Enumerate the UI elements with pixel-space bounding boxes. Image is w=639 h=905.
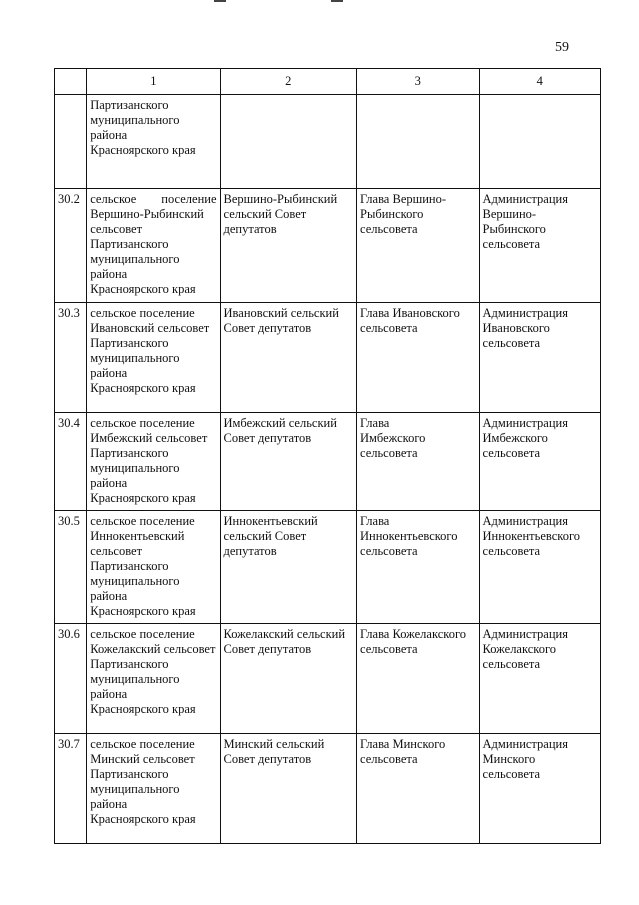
head-text: Глава Вершино-Рыбинского сельсовета [360, 192, 447, 236]
administration-cell [479, 734, 600, 844]
council-cell [220, 511, 357, 624]
council-cell [220, 624, 357, 734]
header-cell-1: 1 [87, 69, 220, 95]
administration-cell [479, 95, 600, 189]
administration-cell [479, 511, 600, 624]
administration-text: Администрация Минского сельсовета [482, 737, 568, 781]
municipality-text: сельское поселение Вершино-Рыбинский сельсовет Партизанского муниципального района Красноярского края [90, 192, 217, 296]
header-cell-num [55, 69, 87, 95]
administration-cell [479, 303, 600, 413]
council-text: Иннокентьевский сельский Совет депутатов [223, 514, 318, 558]
council-text: Имбежский сельский Совет депутатов [223, 416, 337, 445]
administration-cell [479, 189, 600, 303]
administration-text: Администрация Кожелакского сельсовета [482, 627, 568, 671]
head-text: Глава Минского сельсовета [360, 737, 446, 766]
council-text: Вершино-Рыбинский сельский Совет депутатов [223, 192, 338, 236]
council-cell [220, 189, 357, 303]
council-text: Минский сельский Совет депутатов [223, 737, 325, 766]
table-row [55, 734, 601, 844]
head-cell [357, 303, 480, 413]
council-cell [220, 95, 357, 189]
council-cell [220, 413, 357, 511]
municipality-cell [87, 511, 220, 624]
municipality-text: Партизанского муниципального района Красноярского края [90, 98, 196, 157]
head-cell [357, 95, 480, 189]
municipalities-table [54, 68, 601, 844]
table-row [55, 511, 601, 624]
municipality-cell [87, 189, 220, 303]
header-cell-4: 4 [479, 69, 600, 95]
table-row [55, 303, 601, 413]
header-cell-3: 3 [357, 69, 480, 95]
table-row-continuation [55, 95, 601, 189]
municipality-cell [87, 95, 220, 189]
table-row [55, 413, 601, 511]
row-number-cell: 30.4 [55, 413, 87, 511]
head-cell [357, 413, 480, 511]
top-edge-mark [214, 0, 226, 2]
row-number-cell: 30.3 [55, 303, 87, 413]
table-row [55, 624, 601, 734]
municipality-cell [87, 413, 220, 511]
table-row [55, 189, 601, 303]
head-text: Глава Иннокентьевского сельсовета [360, 514, 458, 558]
municipality-text: сельское поселение Кожелакский сельсовет Партизанского муниципального района Красноярского края [90, 627, 216, 716]
table-header-row [55, 69, 601, 95]
municipality-cell [87, 734, 220, 844]
council-cell [220, 734, 357, 844]
page-number: 59 [555, 40, 569, 55]
row-number-cell: 30.6 [55, 624, 87, 734]
municipality-text: сельское поселение Имбежский сельсовет Партизанского муниципального района Красноярского края [90, 416, 208, 505]
head-text: Глава Имбежского сельсовета [360, 416, 426, 460]
head-cell [357, 511, 480, 624]
administration-text: Администрация Имбежского сельсовета [482, 416, 568, 460]
top-edge-mark [331, 0, 343, 2]
head-cell [357, 624, 480, 734]
municipality-cell [87, 624, 220, 734]
municipality-text: сельское поселение Ивановский сельсовет Партизанского муниципального района Красноярского края [90, 306, 210, 395]
administration-text: Администрация Ивановского сельсовета [482, 306, 568, 350]
administration-text: Администрация Вершино- Рыбинского сельсовета [482, 192, 568, 251]
row-number-cell [55, 95, 87, 189]
administration-text: Администрация Иннокентьевского сельсовета [482, 514, 581, 558]
municipality-text: сельское поселение Иннокентьевский сельсовет Партизанского муниципального района Красноярского края [90, 514, 196, 618]
head-text: Глава Кожелакского сельсовета [360, 627, 467, 656]
head-cell [357, 189, 480, 303]
head-cell [357, 734, 480, 844]
administration-cell [479, 624, 600, 734]
row-number-cell: 30.7 [55, 734, 87, 844]
administration-cell [479, 413, 600, 511]
municipality-text: сельское поселение Минский сельсовет Партизанского муниципального района Красноярского края [90, 737, 196, 826]
council-text: Кожелакский сельский Совет депутатов [223, 627, 346, 656]
row-number-cell: 30.5 [55, 511, 87, 624]
head-text: Глава Ивановского сельсовета [360, 306, 460, 335]
row-number-cell: 30.2 [55, 189, 87, 303]
header-cell-2: 2 [220, 69, 357, 95]
council-text: Ивановский сельский Совет депутатов [223, 306, 339, 335]
council-cell [220, 303, 357, 413]
municipality-cell [87, 303, 220, 413]
